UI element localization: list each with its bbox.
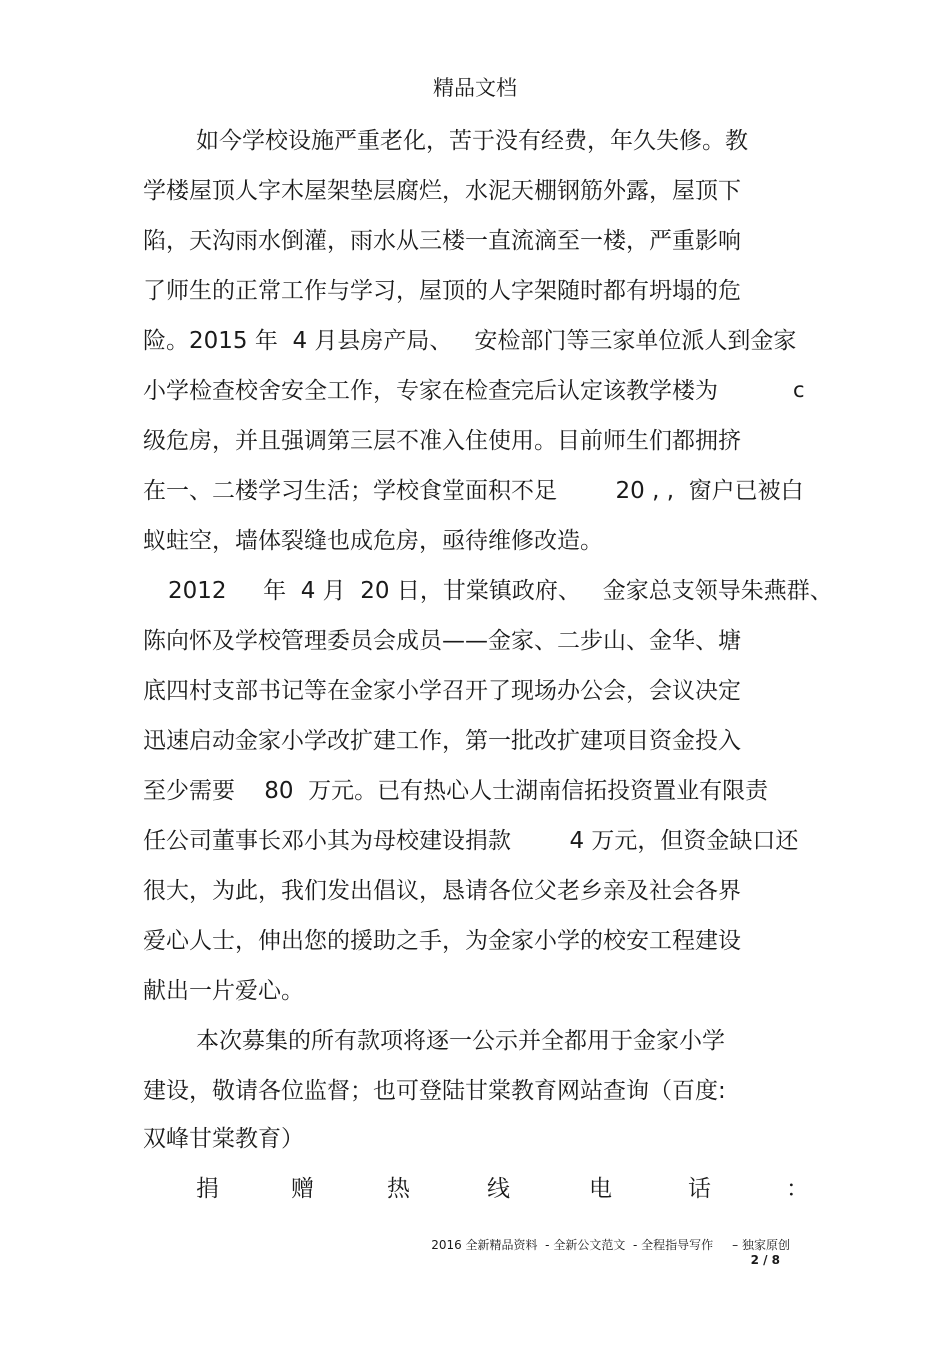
paragraph-line: 建设，敬请各位监督；也可登陆甘棠教育网站查询（百度:: [143, 1078, 726, 1104]
hotline-char: 话: [688, 1176, 711, 1202]
paragraph-line: 至少需要 80 万元。已有热心人士湖南信拓投资置业有限责: [143, 778, 769, 804]
paragraph-line: 在一、二楼学习生活；学校食堂面积不足 20 , , 窗户已被白: [143, 478, 804, 504]
paragraph-first-line: 2012 年 4 月 20 日，甘棠镇政府、 金家总支领导朱燕群、: [168, 578, 833, 604]
hotline-char: 赠: [291, 1176, 314, 1202]
paragraph-line: 级危房，并且强调第三层不准入住使用。目前师生们都拥挤: [143, 428, 741, 454]
paragraph-line: 底四村支部书记等在金家小学召开了现场办公会，会议决定: [143, 678, 741, 704]
paragraph-line: 蚁蛀空，墙体裂缝也成危房，亟待维修改造。: [143, 528, 603, 554]
paragraph-line: 学楼屋顶人字木屋架垫层腐烂，水泥天棚钢筋外露，屋顶下: [143, 178, 741, 204]
hotline-char: 捐: [196, 1176, 219, 1202]
paragraph-line: 险。2015 年 4 月县房产局、 安检部门等三家单位派人到金家: [143, 328, 797, 354]
paragraph-line: 任公司董事长邓小其为母校建设捐款 4 万元，但资金缺口还: [143, 828, 799, 854]
page-header: 精品文档: [433, 76, 517, 100]
paragraph-line: 了师生的正常工作与学习，屋顶的人字架随时都有坍塌的危: [143, 278, 741, 304]
paragraph-line: 陷，天沟雨水倒灌，雨水从三楼一直流滴至一楼，严重影响: [143, 228, 741, 254]
hotline-char: 线: [487, 1176, 510, 1202]
hotline-char: 热: [387, 1176, 410, 1202]
hotline-char: ：: [786, 1176, 809, 1202]
paragraph-first-line: 本次募集的所有款项将逐一公示并全都用于金家小学: [196, 1028, 725, 1054]
paragraph-line: 献出一片爱心。: [143, 978, 304, 1004]
stray-letter: c: [793, 378, 805, 402]
hotline-char: 电: [589, 1176, 612, 1202]
paragraph-line: 陈向怀及学校管理委员会成员——金家、二步山、金华、塘: [143, 628, 741, 654]
page-number: 2 / 8: [750, 1253, 780, 1267]
paragraph-first-line: 如今学校设施严重老化，苦于没有经费，年久失修。教: [196, 128, 748, 154]
paragraph-line: 迅速启动金家小学改扩建工作，第一批改扩建项目资金投入: [143, 728, 741, 754]
paragraph-line: 爱心人士，伸出您的援助之手，为金家小学的校安工程建设: [143, 928, 741, 954]
page-footer: 2016 全新精品资料 - 全新公文范文 - 全程指导写作 – 独家原创: [431, 1238, 790, 1252]
paragraph-line: 双峰甘棠教育）: [143, 1126, 304, 1152]
paragraph-line: 很大，为此，我们发出倡议，恳请各位父老乡亲及社会各界: [143, 878, 741, 904]
paragraph-line: 小学检查校舍安全工作，专家在检查完后认定该教学楼为: [143, 378, 718, 404]
